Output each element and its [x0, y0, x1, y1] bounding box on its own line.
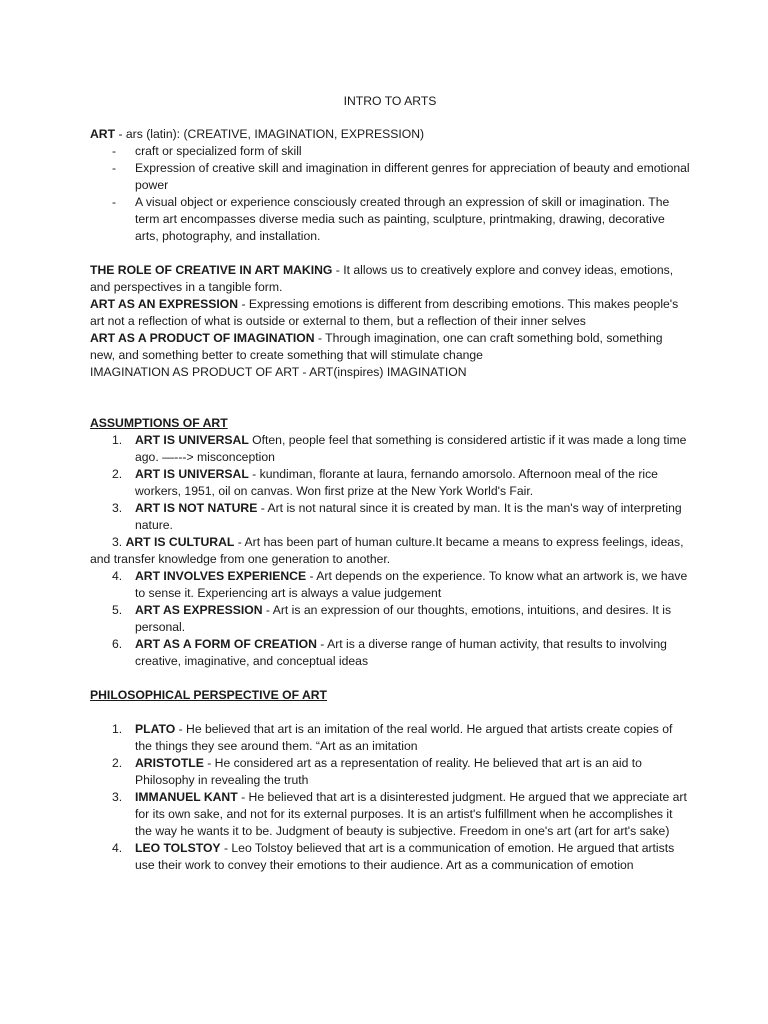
list-term: ART IS CULTURAL [125, 535, 235, 549]
art-def-text: - ars (latin): (CREATIVE, IMAGINATION, EXPRESSION) [115, 127, 425, 141]
list-term: ART INVOLVES EXPERIENCE [135, 569, 307, 583]
role-paragraph [90, 330, 690, 364]
assumptions-list [90, 432, 690, 534]
list-item-text: - He considered art as a representation of reality. He believed that art is an aid to Philosophy in revealing the truth [135, 756, 642, 787]
role-text: - It allows us to creatively explore and convey ideas, emotions, and perspectives in a tangible form. [90, 263, 674, 294]
list-number: 1. [112, 433, 123, 447]
list-item-text: craft or specialized form of skill [135, 144, 302, 158]
list-term: PLATO [135, 722, 176, 736]
list-item [90, 466, 690, 500]
art-definition [90, 126, 690, 143]
list-number: 4. [112, 569, 123, 583]
list-number: 2. [112, 756, 123, 770]
list-item [90, 602, 690, 636]
list-item-text: - Art has been part of human culture.It became a means to express feelings, ideas, and transfer knowledge from one generation to another. [90, 535, 684, 566]
list-term: ART AS A FORM OF CREATION [135, 637, 317, 651]
list-term: IMMANUEL KANT [135, 790, 238, 804]
list-item [90, 500, 690, 534]
art-term: ART [90, 127, 116, 141]
list-term: ART IS UNIVERSAL [135, 467, 249, 481]
list-item-text: - Art is not natural since it is created by man. It is the man's way of interpreting nature. [135, 501, 682, 532]
list-item-text: - Art depends on the experience. To know what an artwork is, we have to sense it. Experiencing art is always a value judgement [135, 569, 688, 600]
list-item-text: - Leo Tolstoy believed that art is a communication of emotion. He argued that artists use their work to convey their emotions to their audience. Art as a communication of emotion [135, 841, 675, 872]
list-item [90, 789, 690, 840]
list-item [90, 636, 690, 670]
cultural-paragraph [90, 534, 690, 568]
role-paragraph [90, 296, 690, 330]
list-item [90, 160, 690, 194]
list-item-text: - Art is a diverse range of human activity, that results to involving creative, imaginative, and conceptual ideas [135, 637, 667, 668]
list-item-text: - He believed that art is an imitation of the real world. He argued that artists create copies of the things they see around them. “Art as an imitation [135, 722, 673, 753]
list-item [90, 568, 690, 602]
dash-marker: - [112, 195, 117, 209]
list-item [90, 194, 690, 245]
role-term: THE ROLE OF CREATIVE IN ART MAKING [90, 263, 333, 277]
assumptions-list-continued [90, 568, 690, 670]
list-term: ART IS NOT NATURE [135, 501, 258, 515]
philosophy-list [90, 721, 690, 874]
role-paragraph [90, 262, 690, 296]
list-number: 3. [112, 535, 123, 549]
imagination-line: IMAGINATION AS PRODUCT OF ART - ART(inspires) IMAGINATION [90, 365, 467, 379]
list-item [90, 143, 690, 160]
role-term: ART AS AN EXPRESSION [90, 297, 239, 311]
list-number: 6. [112, 637, 123, 651]
list-item-text: Expression of creative skill and imagination in different genres for appreciation of beauty and emotional power [135, 161, 690, 192]
list-term: ARISTOTLE [135, 756, 204, 770]
philosophy-heading: PHILOSOPHICAL PERSPECTIVE OF ART [90, 688, 328, 702]
assumptions-heading: ASSUMPTIONS OF ART [90, 416, 228, 430]
list-number: 3. [112, 501, 123, 515]
list-number: 2. [112, 467, 123, 481]
list-item [90, 840, 690, 874]
list-number: 3. [112, 790, 123, 804]
list-term: ART IS UNIVERSAL [135, 433, 249, 447]
list-item [90, 721, 690, 755]
list-item-text: Often, people feel that something is considered artistic if it was made a long time ago. —---> misconception [135, 433, 687, 464]
list-term: ART AS EXPRESSION [135, 603, 263, 617]
list-item-text: - kundiman, florante at laura, fernando amorsolo. Afternoon meal of the rice workers, 1951, oil on canvas. Won first prize at the New York World's Fair. [135, 467, 658, 498]
list-item-text: - He believed that art is a disinterested judgment. He argued that we appreciate art for its own sake, and not for its external purposes. It is an artist's fulfillment when he accomplishes it the way he wants it to be. Judgment of beauty is subjective. Freedom in one's art (art for art's sake) [135, 790, 687, 838]
list-number: 4. [112, 841, 123, 855]
list-term: LEO TOLSTOY [135, 841, 221, 855]
dash-marker: - [112, 144, 117, 158]
list-number: 5. [112, 603, 123, 617]
list-item-text: - Art is an expression of our thoughts, emotions, intuitions, and desires. It is personal. [135, 603, 672, 634]
list-number: 1. [112, 722, 123, 736]
dash-marker: - [112, 161, 117, 175]
list-item [90, 432, 690, 466]
document-content [90, 93, 690, 874]
role-text: - Expressing emotions is different from describing emotions. This makes people's art not a reflection of what is outside or external to them, but a reflection of their inner selves [90, 297, 679, 328]
list-item-text: A visual object or experience consciously created through an expression of skill or imagination. The term art encompasses diverse media such as painting, sculpture, printmaking, drawing, decorative arts, photography, and installation. [135, 195, 670, 243]
role-term: ART AS A PRODUCT OF IMAGINATION [90, 331, 315, 345]
list-item [90, 755, 690, 789]
page-title: INTRO TO ARTS [343, 94, 437, 108]
role-text: - Through imagination, one can craft something bold, something new, and something better to create something that will stimulate change [90, 331, 663, 362]
art-bullets [90, 143, 690, 245]
